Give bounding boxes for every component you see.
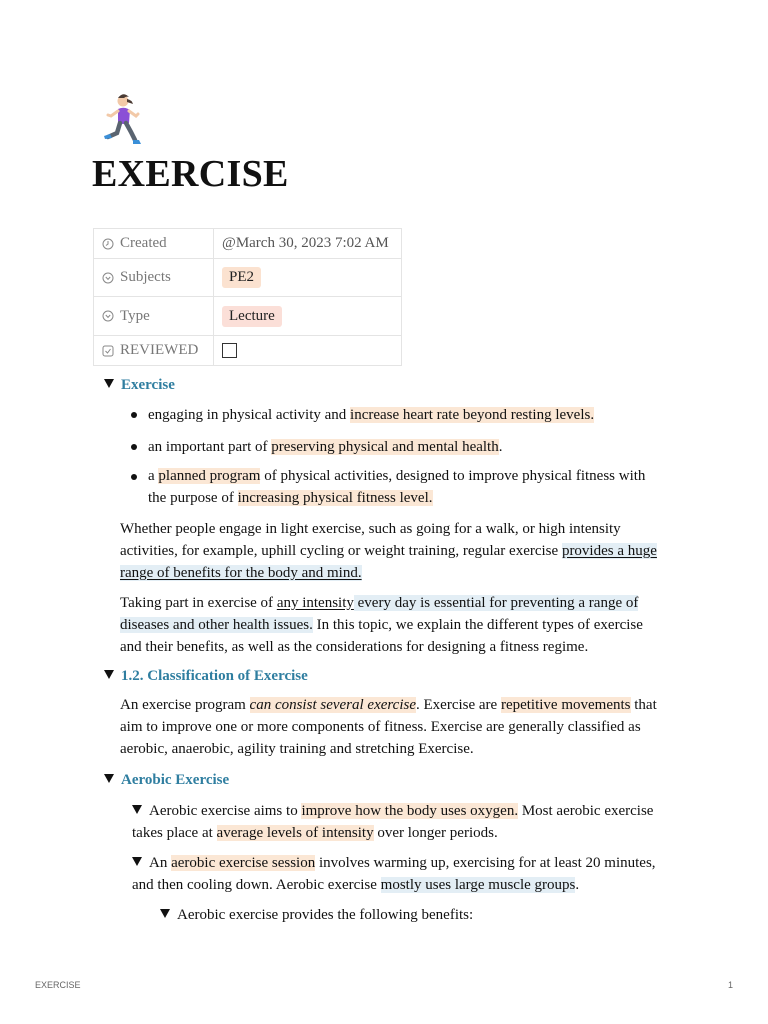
paragraph-line bbox=[120, 716, 641, 738]
bullet-dot bbox=[131, 474, 137, 480]
reviewed-label: REVIEWED bbox=[120, 342, 199, 358]
text-span: Aerobic exercise provides the following benefits: bbox=[177, 907, 474, 923]
footer-page-number: 1 bbox=[728, 980, 734, 990]
text-span: aerobic, anaerobic, agility training and stretching Exercise. bbox=[120, 741, 474, 757]
toggle-item[interactable] bbox=[132, 800, 653, 822]
italic-highlight-span: can consist several exercise bbox=[249, 697, 416, 713]
text-span: Taking part in exercise of bbox=[120, 595, 277, 611]
toggle-triangle-icon[interactable] bbox=[104, 774, 114, 783]
highlight-span: every day is essential for preventing a range of bbox=[353, 595, 639, 611]
created-label: Created bbox=[120, 235, 167, 251]
subjects-tag[interactable]: PE2 bbox=[222, 267, 261, 288]
text-span: of physical activities, designed to improve physical fitness with bbox=[260, 468, 646, 484]
type-value-cell[interactable] bbox=[214, 297, 402, 336]
toggle-triangle-icon[interactable] bbox=[104, 379, 114, 388]
text-span: involves warming up, exercising for at least 20 minutes, bbox=[315, 855, 656, 871]
text-span: In this topic, we explain the different types of exercise bbox=[312, 617, 643, 633]
bullet-item bbox=[148, 436, 502, 458]
highlight-span: planned program bbox=[158, 468, 261, 484]
toggle-triangle-icon[interactable] bbox=[132, 805, 142, 814]
highlight-span: preserving physical and mental health bbox=[271, 439, 499, 455]
text-span: . bbox=[498, 439, 503, 455]
highlight-span: aerobic exercise session bbox=[171, 855, 316, 871]
text-span: an important part of bbox=[148, 439, 272, 455]
type-tag[interactable]: Lecture bbox=[222, 306, 282, 327]
bullet-dot bbox=[131, 444, 137, 450]
highlight-span: diseases and other health issues. bbox=[120, 617, 313, 633]
created-value[interactable]: @March 30, 2023 7:02 AM bbox=[214, 229, 402, 259]
runner-icon bbox=[100, 92, 148, 148]
highlight-span: increase heart rate beyond resting levels. bbox=[350, 407, 595, 423]
select-icon bbox=[102, 310, 114, 322]
paragraph-line bbox=[120, 518, 621, 540]
paragraph-line bbox=[120, 614, 643, 636]
text-span: Whether people engage in light exercise, such as going for a walk, or high intensity bbox=[120, 521, 621, 537]
paragraph-line bbox=[120, 738, 474, 760]
bullet-item bbox=[148, 465, 645, 487]
subjects-value-cell[interactable] bbox=[214, 259, 402, 297]
text-span: An bbox=[149, 855, 172, 871]
toggle-heading-aerobic: Aerobic Exercise bbox=[121, 772, 230, 788]
paragraph-line bbox=[120, 694, 657, 716]
text-span: activities, for example, uphill cycling or weight training, regular exercise bbox=[120, 543, 562, 559]
footer-title: EXERCISE bbox=[35, 980, 81, 990]
highlight-span: repetitive movements bbox=[500, 697, 631, 713]
highlight-span: average levels of intensity bbox=[216, 825, 374, 841]
text-span: Aerobic exercise aims to bbox=[149, 803, 302, 819]
bullet-dot bbox=[131, 412, 137, 418]
bullet-item bbox=[148, 404, 594, 426]
subjects-label: Subjects bbox=[120, 269, 171, 285]
text-span: An exercise program bbox=[120, 697, 250, 713]
property-subjects bbox=[94, 259, 214, 297]
paragraph-line bbox=[120, 592, 638, 614]
paragraph-line bbox=[120, 562, 362, 584]
text-span: . bbox=[575, 877, 580, 893]
highlight-span: improve how the body uses oxygen. bbox=[301, 803, 519, 819]
bullet-item-continuation bbox=[148, 487, 433, 509]
text-span: Most aerobic exercise bbox=[518, 803, 654, 819]
toggle-triangle-icon[interactable] bbox=[160, 909, 170, 918]
toggle-triangle-icon[interactable] bbox=[104, 670, 114, 679]
paragraph-line bbox=[120, 540, 657, 562]
property-created bbox=[94, 229, 214, 259]
text-span: that bbox=[630, 697, 657, 713]
text-span: the purpose of bbox=[148, 490, 238, 506]
text-span: over longer periods. bbox=[373, 825, 498, 841]
type-label: Type bbox=[120, 307, 150, 324]
toggle-item-continuation bbox=[132, 822, 498, 844]
toggle-aerobic[interactable] bbox=[104, 769, 229, 791]
paragraph-line bbox=[120, 636, 588, 658]
checkbox-property-icon bbox=[102, 345, 114, 357]
toggle-item[interactable] bbox=[132, 852, 656, 874]
text-span: . Exercise are bbox=[416, 697, 501, 713]
underlined-span: any intensity bbox=[276, 595, 354, 611]
highlight-span: range of benefits for the body and mind. bbox=[120, 565, 362, 581]
clock-icon bbox=[102, 238, 114, 250]
toggle-heading-classification: 1.2. Classification of Exercise bbox=[121, 668, 308, 684]
highlight-span: mostly uses large muscle groups bbox=[380, 877, 576, 893]
text-span: and then cooling down. Aerobic exercise bbox=[132, 877, 381, 893]
toggle-exercise[interactable] bbox=[104, 374, 175, 396]
text-span: takes place at bbox=[132, 825, 217, 841]
text-span: a bbox=[148, 468, 159, 484]
text-span: aim to improve one or more components of fitness. Exercise are generally classified as bbox=[120, 719, 641, 735]
toggle-heading-exercise: Exercise bbox=[121, 377, 175, 393]
toggle-item-nested[interactable] bbox=[160, 904, 473, 926]
text-span: engaging in physical activity and bbox=[148, 407, 351, 423]
page-title: EXERCISE bbox=[92, 153, 289, 195]
toggle-triangle-icon[interactable] bbox=[132, 857, 142, 866]
properties-table bbox=[93, 228, 402, 366]
highlight-span: provides a huge bbox=[561, 543, 657, 559]
toggle-item-continuation bbox=[132, 874, 579, 896]
property-type bbox=[94, 297, 214, 336]
toggle-classification[interactable] bbox=[104, 665, 308, 687]
property-reviewed bbox=[94, 336, 214, 366]
select-icon bbox=[102, 272, 114, 284]
text-span: and their benefits, as well as the considerations for designing a fitness regime. bbox=[120, 639, 589, 655]
reviewed-checkbox[interactable] bbox=[222, 343, 237, 358]
reviewed-value-cell[interactable] bbox=[214, 336, 402, 366]
highlight-span: increasing physical fitness level. bbox=[237, 490, 433, 506]
